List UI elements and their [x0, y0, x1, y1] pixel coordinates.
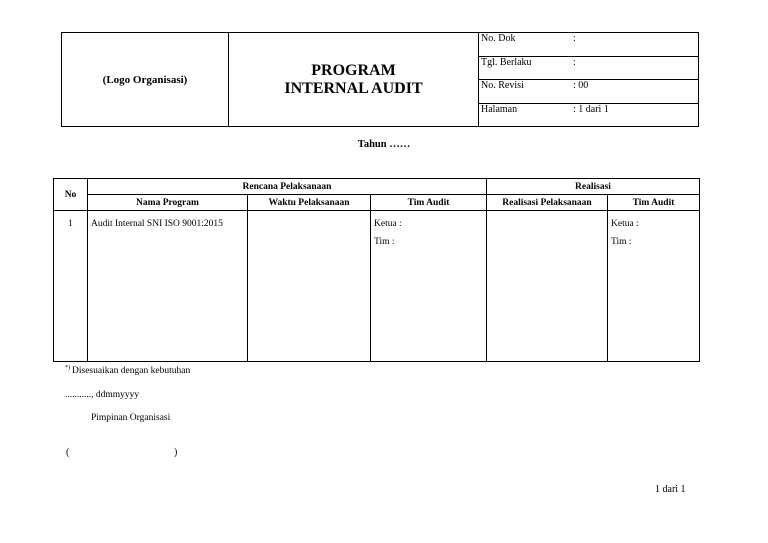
- cell-tim-audit-realisasi: [608, 211, 700, 362]
- meta-tgl-berlaku: [479, 56, 699, 80]
- tahun-heading: Tahun ……: [357, 139, 411, 150]
- ketua-label: Ketua :: [611, 219, 639, 229]
- meta-label: Tgl. Berlaku: [481, 56, 532, 68]
- signature-open-paren: (: [66, 447, 70, 458]
- cell-tim-audit: [371, 211, 487, 362]
- group-header-realisasi: Realisasi: [487, 179, 700, 195]
- document-title: [229, 33, 479, 127]
- date-line: ..........., ddmmyyyy: [65, 390, 140, 400]
- cell-no: 1: [54, 211, 88, 362]
- cell-program: Audit Internal SNI ISO 9001:2015: [88, 211, 248, 362]
- footnote-text: Disesuaikan dengan kebutuhan: [72, 366, 191, 376]
- meta-value: :: [573, 56, 576, 68]
- meta-halaman: [479, 103, 699, 127]
- column-header-tim-audit: Tim Audit: [371, 195, 487, 211]
- logo-placeholder: (Logo Organisasi): [62, 33, 229, 127]
- meta-value: : 1 dari 1: [573, 103, 609, 115]
- cell-waktu: [248, 211, 371, 362]
- cell-realisasi: [487, 211, 608, 362]
- column-header-nama-program: Nama Program: [88, 195, 248, 211]
- group-header-rencana: Rencana Pelaksanaan: [88, 179, 487, 195]
- audit-program-table: [53, 178, 700, 362]
- meta-no-revisi: [479, 80, 699, 104]
- table-row: [54, 211, 700, 362]
- meta-value: :: [573, 33, 576, 44]
- meta-value: : 00: [573, 80, 589, 91]
- meta-label: No. Dok: [481, 33, 516, 44]
- tim-label: Tim :: [374, 237, 395, 247]
- column-header-tim-audit-realisasi: Tim Audit: [608, 195, 700, 211]
- page-number: 1 dari 1: [655, 484, 686, 495]
- document-header: [61, 32, 699, 127]
- column-header-realisasi-pelaksanaan: Realisasi Pelaksanaan: [487, 195, 608, 211]
- meta-label: No. Revisi: [481, 80, 524, 91]
- title-line-2: INTERNAL AUDIT: [284, 79, 423, 97]
- footnote-mark: *): [65, 365, 70, 371]
- tim-label: Tim :: [611, 237, 632, 247]
- ketua-label: Ketua :: [374, 219, 402, 229]
- title-line-1: PROGRAM: [311, 61, 396, 79]
- signatory-title: Pimpinan Organisasi: [91, 413, 171, 423]
- footnote: [65, 365, 190, 376]
- meta-label: Halaman: [481, 103, 518, 115]
- meta-no-dok: [479, 33, 699, 57]
- signature-close-paren: ): [174, 447, 178, 458]
- column-header-no: No: [54, 179, 88, 211]
- column-header-waktu: Waktu Pelaksanaan: [248, 195, 371, 211]
